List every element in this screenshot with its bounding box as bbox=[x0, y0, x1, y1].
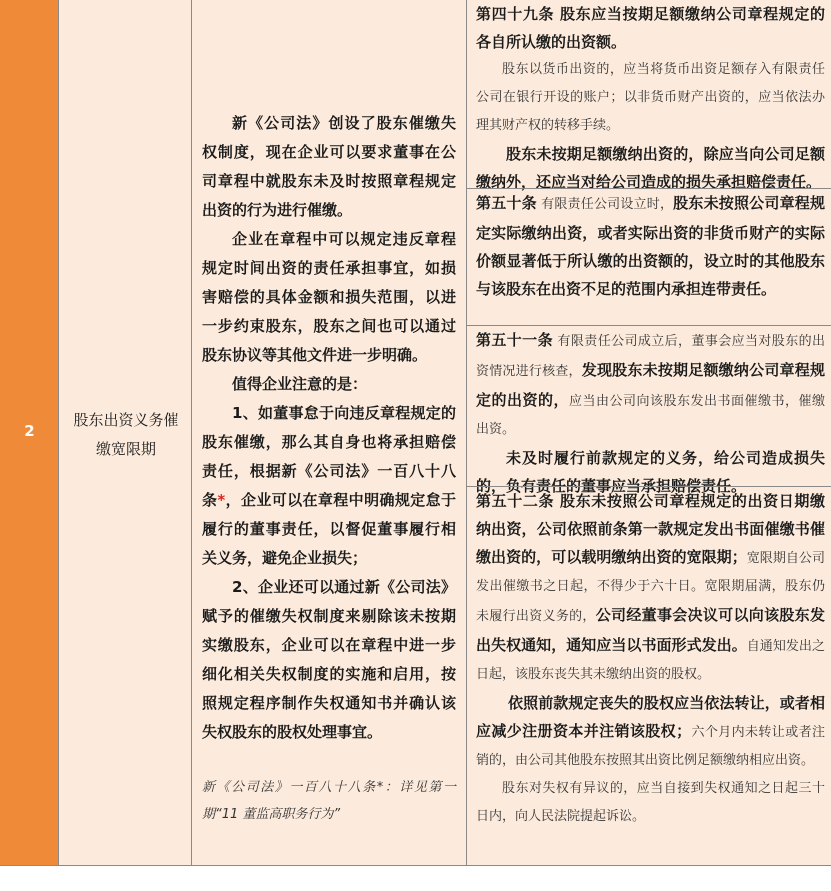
article-50-normal-text: 有限责任公司设立时， bbox=[536, 197, 674, 212]
analysis-p4-text-a: 1、如董事怠于向违反章程规定的股东催缴，那么其自身也将承担赔偿责任，根据新《公司法》一百八十八条 bbox=[202, 404, 456, 509]
article-52-paragraph-3: 股东对失权有异议的，应当自接到失权通知之日起三十日内，向人民法院提起诉讼。 bbox=[476, 781, 825, 824]
article-50-lead: 第五十条 bbox=[476, 194, 537, 212]
article-51-normal-text-1: 有限责任公司成立后，董事会应当对股东的出资情况进行核查， bbox=[476, 334, 825, 379]
article-51-normal-text-2: 应当由公司向该股东发出书面催缴书，催缴出资。 bbox=[476, 394, 825, 437]
analysis-paragraph-4 bbox=[202, 399, 456, 573]
article-52-normal-text-1: 宽限期自公司发出催缴书之日起，不得少于六十日。宽限期届满，股东仍未履行出资义务的， bbox=[476, 551, 825, 624]
article-50-cell bbox=[467, 188, 831, 325]
article-52-cell bbox=[467, 486, 831, 865]
row-number: 2 bbox=[24, 422, 35, 440]
article-51-bold-text: 发现股东未按期足额缴纳公司章程规定的出资的， bbox=[476, 361, 825, 409]
article-52-p2-normal: 六个月内未转让或者注销的，由公司其他股东按照其出资比例足额缴纳相应出资。 bbox=[476, 725, 825, 768]
article-51-paragraph-2: 未及时履行前款规定的义务，给公司造成损失的，负有责任的董事应当承担赔偿责任。 bbox=[476, 449, 825, 495]
article-50-paragraph bbox=[476, 189, 825, 303]
article-52-paragraph-2 bbox=[476, 689, 825, 775]
analysis-cell bbox=[192, 0, 467, 865]
article-52-paragraph-1 bbox=[476, 487, 825, 689]
article-52-normal-text-2: 自通知发出之日起，该股东丧失其未缴纳出资的股权。 bbox=[476, 639, 825, 682]
analysis-paragraph-1: 新《公司法》创设了股东催缴失权制度，现在企业可以要求董事在公司章程中就股东未及时按照章程规定出资的行为进行催缴。 bbox=[202, 114, 456, 219]
article-49-paragraph-3: 股东未按期足额缴纳出资的，除应当向公司足额缴纳外，还应当对给公司造成的损失承担赔偿责任。 bbox=[476, 145, 825, 191]
article-52-bold-text: 公司经董事会决议可以向该股东发出失权通知，通知应当以书面形式发出。 bbox=[476, 606, 825, 654]
row-number-cell bbox=[0, 0, 59, 865]
topic-title: 股东出资义务催缴宽限期 bbox=[73, 411, 179, 458]
article-51-lead: 第五十一条 bbox=[476, 331, 553, 349]
topic-cell bbox=[59, 0, 192, 865]
law-articles-column bbox=[467, 0, 831, 865]
analysis-p4-text-b: ，企业可以在章程中明确规定怠于履行的董事责任，以督促董事履行相关义务，避免企业损失； bbox=[202, 491, 456, 567]
footnote-star: * bbox=[217, 491, 226, 509]
article-51-cell bbox=[467, 325, 831, 495]
analysis-paragraph-2: 企业在章程中可以规定违反章程规定时间出资的责任承担事宜，如损害赔偿的具体金额和损失范围，以进一步约束股东，股东之间也可以通过股东协议等其他文件进一步明确。 bbox=[202, 230, 456, 364]
article-52-lead: 第五十二条 股东未按照公司章程规定的出资日期缴纳出资，公司依照前条第一款规定发出书面催缴书催缴出资的，可以载明缴纳出资的宽限期； bbox=[476, 492, 825, 566]
article-52-p2-bold: 依照前款规定丧失的股权应当依法转让，或者相应减少注册资本并注销该股权； bbox=[476, 694, 825, 740]
article-49-cell bbox=[467, 0, 831, 191]
footnote-reference: 新《公司法》一百八十八条*：详见第一期“11 董监高职务行为” bbox=[202, 780, 456, 822]
article-50-bold-text: 股东未按照公司章程规定实际缴纳出资，或者实际出资的非货币财产的实际价额显著低于所认缴的出资额的，设立时的其他股东与该股东在出资不足的范围内承担连带责任。 bbox=[476, 194, 825, 298]
article-51-paragraph-1 bbox=[476, 326, 825, 444]
article-49-paragraph-2: 股东以货币出资的，应当将货币出资足额存入有限责任公司在银行开设的账户；以非货币财产出资的，应当依法办理其财产权的转移手续。 bbox=[476, 62, 825, 133]
analysis-paragraph-5: 2、企业还可以通过新《公司法》赋予的催缴失权制度来剔除该未按期实缴股东，企业可以在章程中进一步细化相关失权制度的实施和启用，按照规定程序制作失权通知书并确认该失权股东的股权处理事宜。 bbox=[202, 578, 456, 741]
analysis-paragraph-3: 值得企业注意的是： bbox=[232, 375, 368, 393]
article-49-title: 第四十九条 股东应当按期足额缴纳公司章程规定的各自所认缴的出资额。 bbox=[476, 5, 825, 51]
